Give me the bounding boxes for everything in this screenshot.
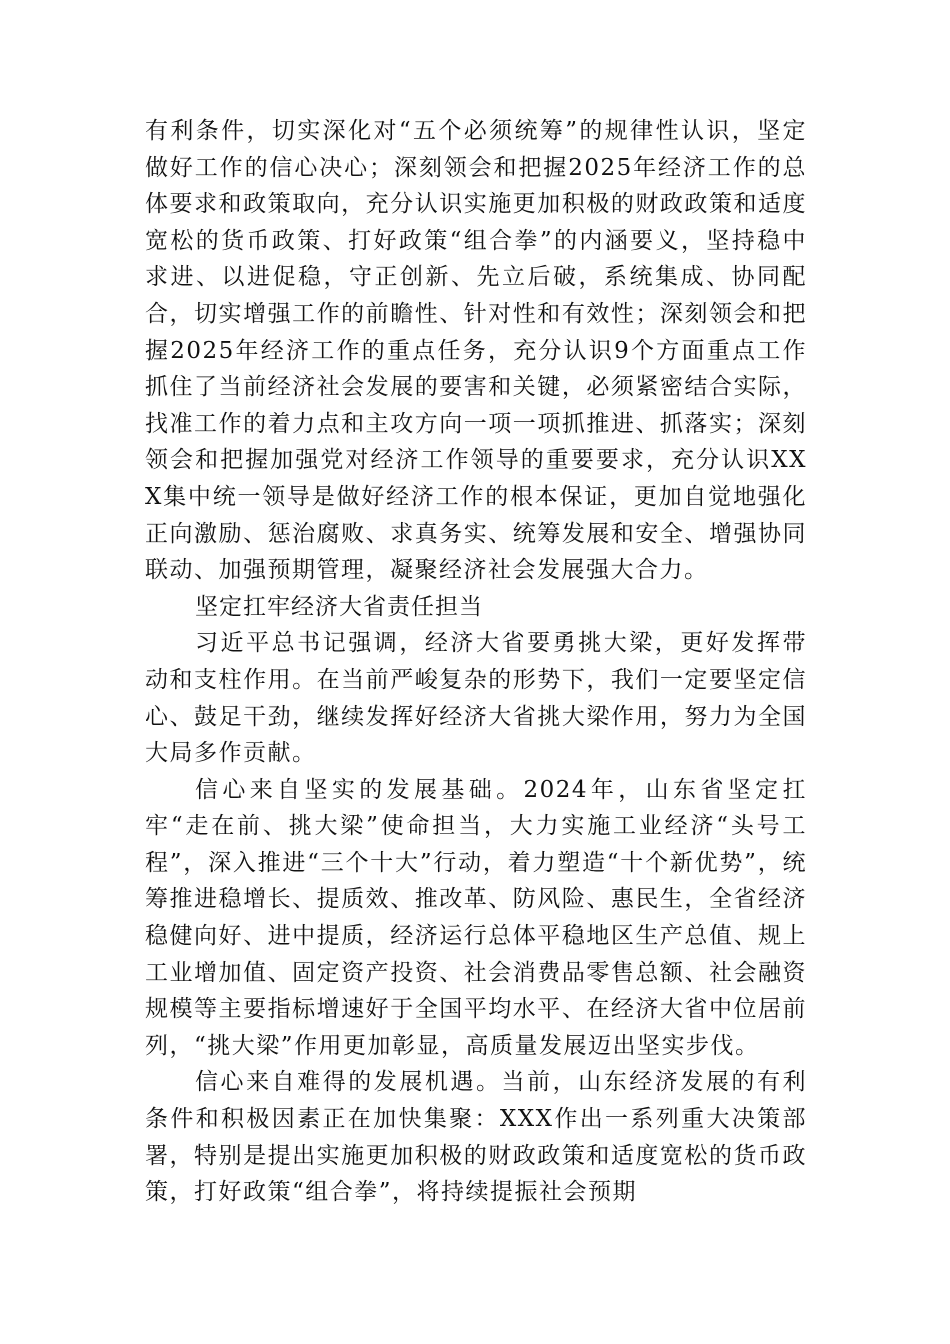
paragraph-4: 信心来自难得的发展机遇。当前，山东经济发展的有利条件和积极因素正在加快集聚：XXX作出一系列重大决策部署，特别是提出实施更加积极的财政政策和适度宽松的货币政策，打好政策“组合拳”，将持续提振社会预期 xyxy=(145,1069,807,1206)
paragraph-2: 习近平总书记强调，经济大省要勇挑大梁，更好发挥带动和支柱作用。在当前严峻复杂的形势下，我们一定要坚定信心、鼓足干劲，继续发挥好经济大省挑大梁作用，努力为全国大局多作贡献。 xyxy=(145,630,807,767)
document-page xyxy=(145,113,807,1211)
paragraph-1: 有利条件，切实深化对“五个必须统筹”的规律性认识，坚定做好工作的信心决心；深刻领会和把握2025年经济工作的总体要求和政策取向，充分认识实施更加积极的财政政策和适度宽松的货币政策、打好政策“组合拳”的内涵要义，坚持稳中求进、以进促稳，守正创新、先立后破，系统集成、协同配合，切实增强工作的前瞻性、针对性和有效性；深刻领会和把握2025年经济工作的重点任务，充分认识9个方面重点工作抓住了当前经济社会发展的要害和关键，必须紧密结合实际，找准工作的着力点和主攻方向一项一项抓推进、抓落实；深刻领会和把握加强党对经济工作领导的重要要求，充分认识XXX集中统一领导是做好经济工作的根本保证，更加自觉地强化正向激励、惩治腐败、求真务实、统筹发展和安全、增强协同联动、加强预期管理，凝聚经济社会发展强大合力。 xyxy=(145,118,807,584)
paragraph-3: 信心来自坚实的发展基础。2024年，山东省坚定扛牢“走在前、挑大梁”使命担当，大力实施工业经济“头号工程”，深入推进“三个十大”行动，着力塑造“十个新优势”，统筹推进稳增长、提质效、推改革、防风险、惠民生，全省经济稳健向好、进中提质，经济运行总体平稳地区生产总值、规上工业增加值、固定资产投资、社会消费品零售总额、社会融资规模等主要指标增速好于全国平均水平、在经济大省中位居前列，“挑大梁”作用更加彰显，高质量发展迈出坚实步伐。 xyxy=(145,776,807,1059)
section-heading: 坚定扛牢经济大省责任担当 xyxy=(195,593,483,620)
